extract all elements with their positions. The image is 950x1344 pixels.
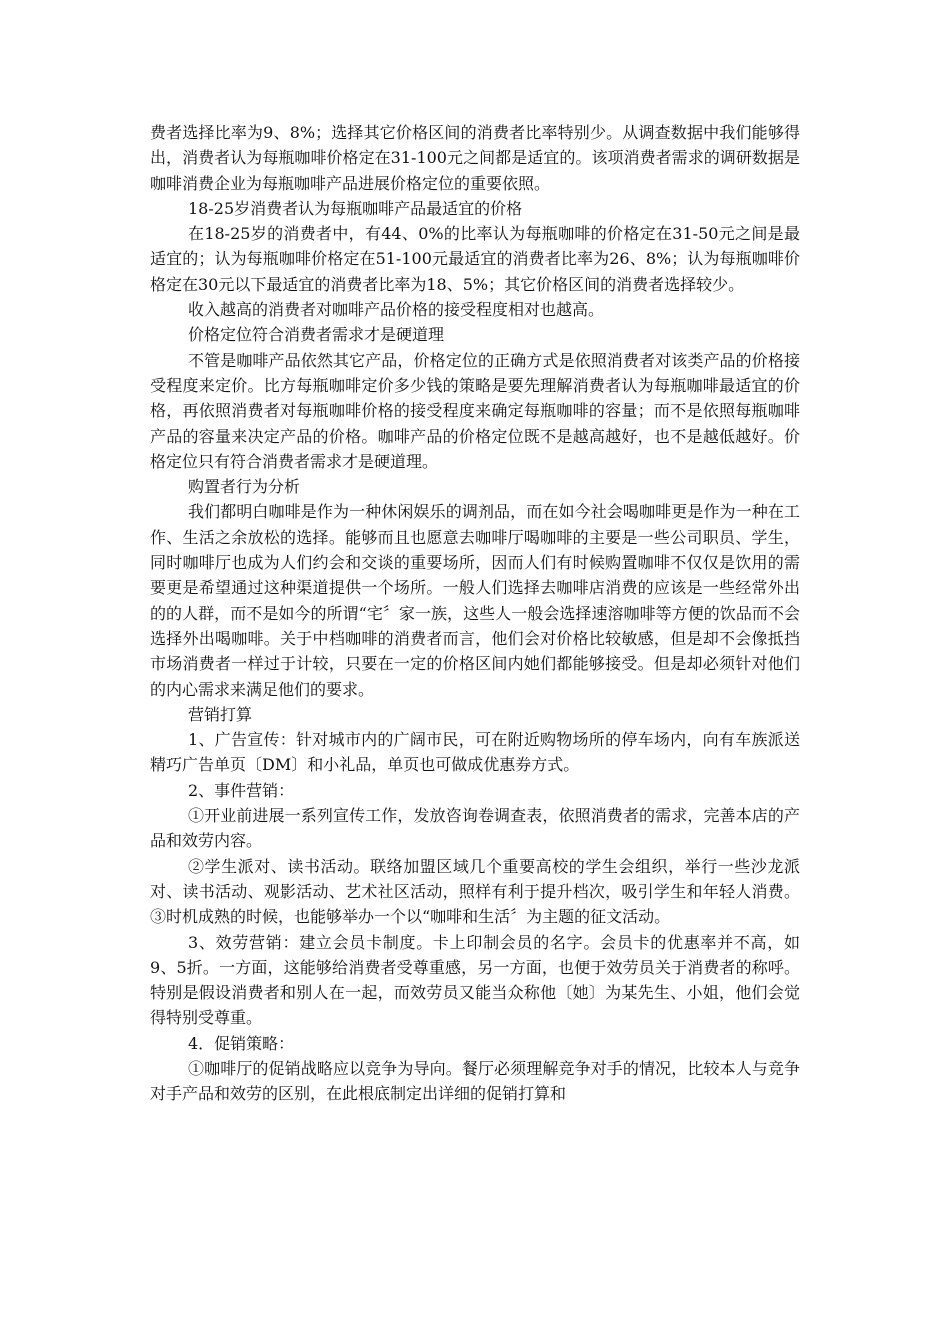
- subheading-buyer-behavior: 购置者行为分析: [188, 477, 301, 497]
- paragraph-service-marketing: 3、效劳营销：建立会员卡制度。卡上印制会员的名字。会员卡的优惠率并不高，如9、5折。一方面，这能够给消费者受尊重感，另一方面，也便于效劳员关于消费者的称呼。特别是假设消费者和别人在一起，而效劳员又能当众称他〔她〕为某先生、小姐，他们会觉得特别受尊重。: [150, 932, 800, 1028]
- paragraph-promotion-1: ①咖啡厅的促销战略应以竞争为导向。餐厅必须理解竞争对手的情况，比较本人与竞争对手产品和效劳的区别，在此根底制定出详细的促销打算和: [150, 1058, 800, 1104]
- paragraph-price-positioning: 不管是咖啡产品依然其它产品，价格定位的正确方式是依照消费者对该类产品的价格接受程度来定价。比方每瓶咖啡定价多少钱的策略是要先理解消费者认为每瓶咖啡最适宜的价格，再依照消费者对每瓶咖啡价格的接受程度来确定每瓶咖啡的容量；而不是依照每瓶咖啡产品的容量来决定产品的价格。咖啡产品的价格定位既不是越高越好，也不是越低越好。价格定位只有符合消费者需求才是硬道理。: [150, 350, 800, 471]
- subheading-18-25-price: 18-25岁消费者认为每瓶咖啡产品最适宜的价格: [188, 198, 523, 218]
- paragraph-continuation: 费者选择比率为9、8%；选择其它价格区间的消费者比率特别少。从调查数据中我们能够得出，消费者认为每瓶咖啡价格定在31-100元之间都是适宜的。该项消费者需求的调研数据是咖啡消费企业为每瓶咖啡产品进展价格定位的重要依照。: [150, 123, 800, 193]
- subheading-marketing-plan: 营销打算: [188, 704, 253, 724]
- document-page: [150, 120, 800, 1107]
- paragraph-income: 收入越高的消费者对咖啡产品价格的接受程度相对也越高。: [188, 300, 605, 320]
- paragraph-event-2: ②学生派对、读书活动。联络加盟区域几个重要高校的学生会组织，举行一些沙龙派对、读书活动、观影活动、艺术社区活动，照样有利于提升档次，吸引学生和年轻人消费。③时机成熟的时候，也能够举办一个以“咖啡和生活〞为主题的征文活动。: [150, 856, 800, 927]
- subheading-price-positioning: 价格定位符合消费者需求才是硬道理: [188, 325, 445, 345]
- subheading-promotion: 4．促销策略：: [188, 1033, 295, 1053]
- paragraph-18-25-survey: 在18-25岁的消费者中，有44、0%的比率认为每瓶咖啡的价格定在31-50元之间是最适宜的；认为每瓶咖啡价格定在51-100元最适宜的消费者比率为26、8%；认为每瓶咖啡价格定在30元以下最适宜的消费者比率为18、5%；其它价格区间的消费者选择较少。: [150, 224, 800, 294]
- paragraph-event-1: ①开业前进展一系列宣传工作，发放咨询卷调查表，依照消费者的需求，完善本店的产品和效劳内容。: [150, 806, 800, 851]
- paragraph-advertising: 1、广告宣传：针对城市内的广阔市民，可在附近购物场所的停车场内，向有车族派送精巧广告单页〔DM〕和小礼品，单页也可做成优惠券方式。: [150, 730, 800, 775]
- paragraph-buyer-behavior: 我们都明白咖啡是作为一种休闲娱乐的调剂品，而在如今社会喝咖啡更是作为一种在工作、生活之余放松的选择。能够而且也愿意去咖啡厅喝咖啡的主要是一些公司职员、学生，同时咖啡厅也成为人们约会和交谈的重要场所，因而人们有时候购置咖啡不仅仅是饮用的需要更是希望通过这种渠道提供一个场所。一般人们选择去咖啡店消费的应该是一些经常外出的的人群，而不是如今的所谓“宅〞家一族，这些人一般会选择速溶咖啡等方便的饮品而不会选择外出喝咖啡。关于中档咖啡的消费者而言，他们会对价格比较敏感，但是却不会像抵挡市场消费者一样过于计较，只要在一定的价格区间内她们都能够接受。但是却必须针对他们的内心需求来满足他们的要求。: [150, 502, 800, 699]
- subheading-event-marketing: 2、事件营销：: [188, 780, 295, 800]
